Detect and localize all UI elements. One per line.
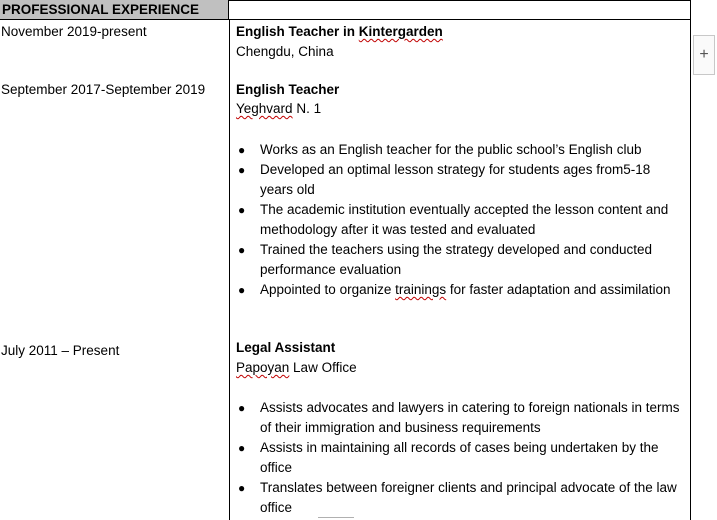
list-item: ● Appointed to organize trainings for faster adaptation and assimilation	[238, 282, 671, 297]
bullet-list	[236, 398, 686, 518]
entry-subtitle-text: Law Office	[289, 360, 357, 375]
bullet-list	[236, 140, 686, 300]
column-divider	[229, 20, 230, 520]
misspelled-word[interactable]: Papoyan	[236, 360, 290, 375]
entry-title: English Teacher	[236, 82, 340, 97]
list-item: ● Assists in maintaining all records of cases being undertaken by the office	[238, 440, 659, 475]
add-row-button[interactable]: +	[693, 35, 715, 75]
list-item: ● The academic institution eventually accepted the lesson content and methodology after it was tested and evaluated	[238, 202, 669, 237]
entry-title-text: English Teacher in	[236, 24, 359, 39]
entry-title	[236, 23, 443, 41]
misspelled-word[interactable]: Kintergarden	[358, 24, 443, 39]
section-header-empty-cell	[229, 0, 691, 20]
list-item: ● Assists advocates and lawyers in catering to foreign nationals in terms of their immigration and business requirements	[238, 400, 680, 435]
entry-subtitle	[236, 100, 321, 118]
table-right-border	[690, 20, 691, 520]
misspelled-word[interactable]: Yeghvard	[236, 101, 293, 116]
entry-date: September 2017-September 2019	[1, 82, 206, 97]
misspelled-word[interactable]: trainings	[395, 282, 447, 297]
entry-subtitle: Chengdu, China	[236, 44, 334, 59]
entry-subtitle	[236, 359, 357, 377]
section-header: PROFESSIONAL EXPERIENCE	[0, 0, 229, 20]
list-item: ● Translates between foreigner clients and principal advocate of the law office	[238, 480, 677, 515]
list-item: ● Works as an English teacher for the public school’s English club	[238, 142, 642, 157]
entry-date: November 2019-present	[1, 24, 147, 39]
list-item: ● Trained the teachers using the strategy developed and conducted performance evaluation	[238, 242, 653, 277]
list-item: ● Developed an optimal lesson strategy for students ages from5-18 years old	[238, 162, 651, 197]
entry-date: July 2011 – Present	[1, 343, 120, 358]
entry-title: Legal Assistant	[236, 340, 336, 355]
entry-subtitle-text: N. 1	[292, 101, 322, 116]
